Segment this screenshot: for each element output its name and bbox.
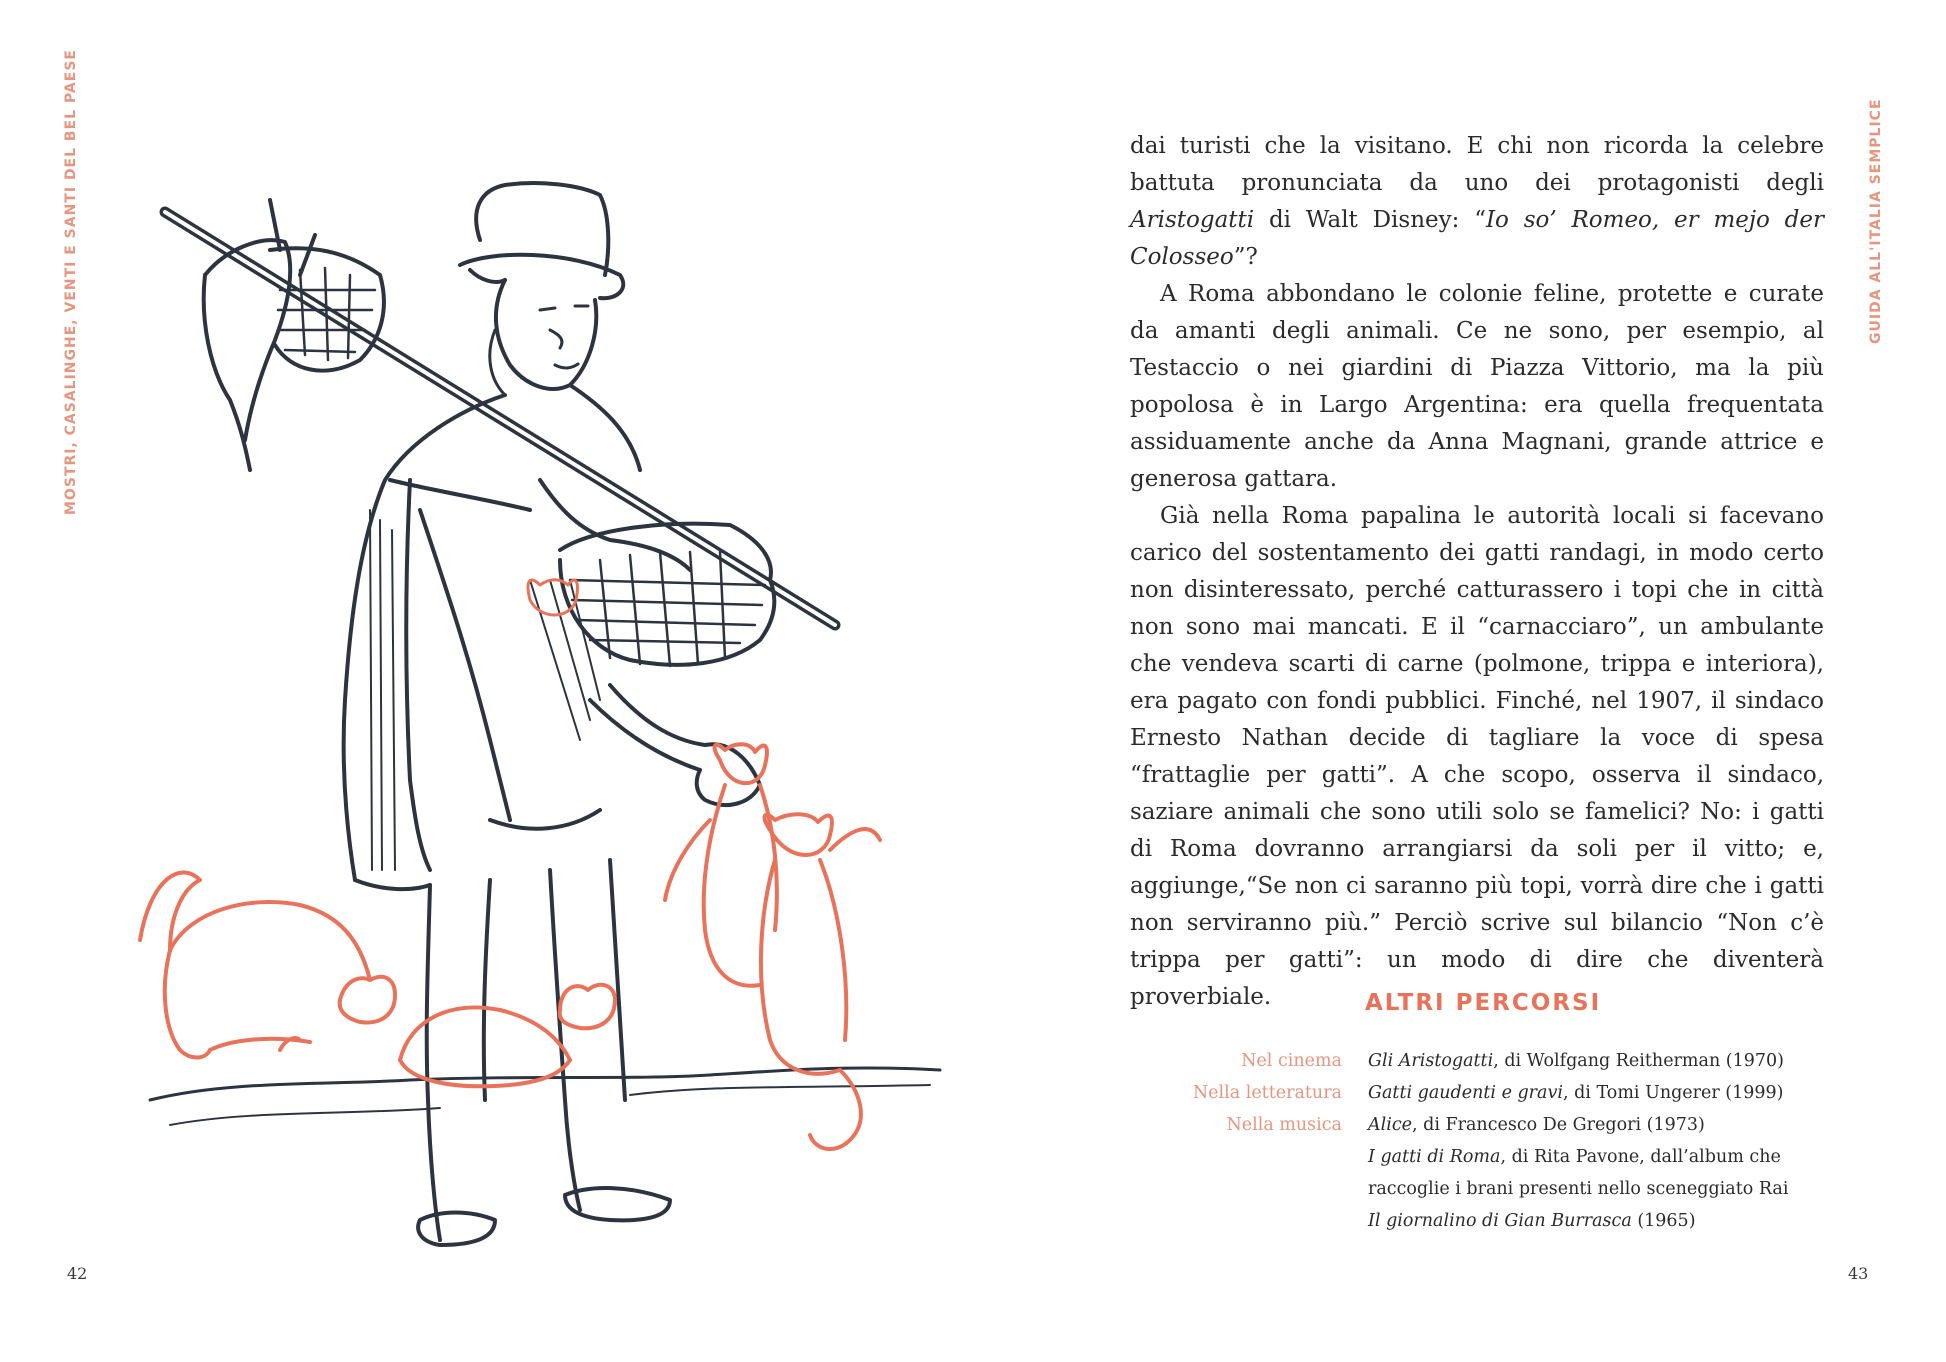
list-item xyxy=(1180,1045,1900,1077)
ref-value xyxy=(1368,1045,1900,1077)
ref-category xyxy=(1180,1205,1368,1237)
ref-category xyxy=(1180,1141,1368,1173)
right-running-header xyxy=(1868,98,1888,344)
paragraph-1-italic-aristogatti: Aristogatti xyxy=(1130,207,1255,233)
ref-title: Alice xyxy=(1368,1115,1412,1135)
ref-value xyxy=(1368,1109,1900,1141)
left-running-header xyxy=(63,49,83,515)
paragraph-1 xyxy=(1130,128,1824,276)
ref-value xyxy=(1368,1205,1900,1237)
altri-percorsi-list xyxy=(1180,1045,1900,1237)
paragraph-1-text-c: di Walt Disney: “ xyxy=(1254,207,1486,233)
list-item xyxy=(1180,1077,1900,1109)
ref-rest: (1965) xyxy=(1631,1211,1696,1231)
ref-rest: , di Rita Pavone, dall’album che xyxy=(1500,1147,1781,1167)
ref-category: Nella letteratura xyxy=(1192,1083,1342,1103)
left-page-number: 42 xyxy=(67,1264,88,1283)
ref-title: Gatti gaudenti e gravi xyxy=(1368,1083,1563,1103)
ref-title: I gatti di Roma xyxy=(1368,1147,1501,1167)
list-item xyxy=(1180,1141,1900,1173)
ref-rest: , di Tomi Ungerer (1999) xyxy=(1562,1083,1784,1103)
right-running-header-text: GUIDA ALL'ITALIA SEMPLICE xyxy=(1868,98,1884,344)
paragraph-1-italic-quote: Io so’ Romeo, er mejo der Colosseo xyxy=(1130,207,1824,270)
ref-value xyxy=(1368,1141,1900,1173)
ref-value xyxy=(1368,1077,1900,1109)
ref-title: Gli Aristogatti xyxy=(1368,1051,1494,1071)
ref-rest: , di Wolfgang Reitherman (1970) xyxy=(1493,1051,1784,1071)
paragraph-1-text-e: ”? xyxy=(1233,244,1258,270)
paragraph-3: Già nella Roma papalina le autorità locali si facevano carico del sostentamento dei gatti randagi, in modo certo non disinteressato, perché catturassero i topi che in città non sono mai mancati. E il “carnacciaro”, un ambulante che vendeva scarti di carne (polmone, trippa e interiora), era pagato con fondi pubblici. Finché, nel 1907, il sindaco Ernesto Nathan decide di tagliare la voce di spesa “frattaglie per gatti”. A che scopo, osserva il sindaco, saziare animali che sono utili solo se famelici? No: i gatti di Roma dovranno arrangiarsi da soli per il vitto; e, aggiunge,“Se non ci saranno più topi, vorrà dire che i gatti non serviranno più.” Perciò scrive sul bilancio “Non c’è trippa per gatti”: un modo di dire che diventerà proverbiale. xyxy=(1130,503,1824,1010)
paragraph-1-text-a: dai turisti che la visitano. E chi non ricorda la celebre battuta pronunciata da uno dei protagonisti degli xyxy=(1130,133,1824,196)
right-page-number: 43 xyxy=(1848,1264,1869,1283)
ref-rest: raccoglie i brani presenti nello sceneggiato Rai xyxy=(1368,1179,1789,1199)
ref-category: Nella musica xyxy=(1226,1115,1342,1135)
ref-value xyxy=(1368,1173,1900,1205)
paragraph-2: A Roma abbondano le colonie feline, protette e curate da amanti degli animali. Ce ne sono, per esempio, al Testaccio o nei giardini di Piazza Vittorio, ma la più popolosa è in Largo Argentina: era quella frequentata assiduamente anche da Anna Magnani, grande attrice e generosa gattara. xyxy=(1130,281,1824,492)
illustration-cat-vendor xyxy=(110,180,980,1260)
ref-rest: , di Francesco De Gregori (1973) xyxy=(1412,1115,1705,1135)
list-item xyxy=(1180,1205,1900,1237)
ref-category xyxy=(1180,1173,1368,1205)
body-text xyxy=(1130,128,1824,1016)
altri-percorsi-title: ALTRI PERCORSI xyxy=(1365,990,1602,1016)
ref-title: Il giornalino di Gian Burrasca xyxy=(1368,1211,1632,1231)
ref-category: Nel cinema xyxy=(1241,1051,1342,1071)
list-item xyxy=(1180,1173,1900,1205)
left-running-header-text: MOSTRI, CASALINGHE, VENTI E SANTI DEL BEL PAESE xyxy=(63,49,79,515)
list-item xyxy=(1180,1109,1900,1141)
